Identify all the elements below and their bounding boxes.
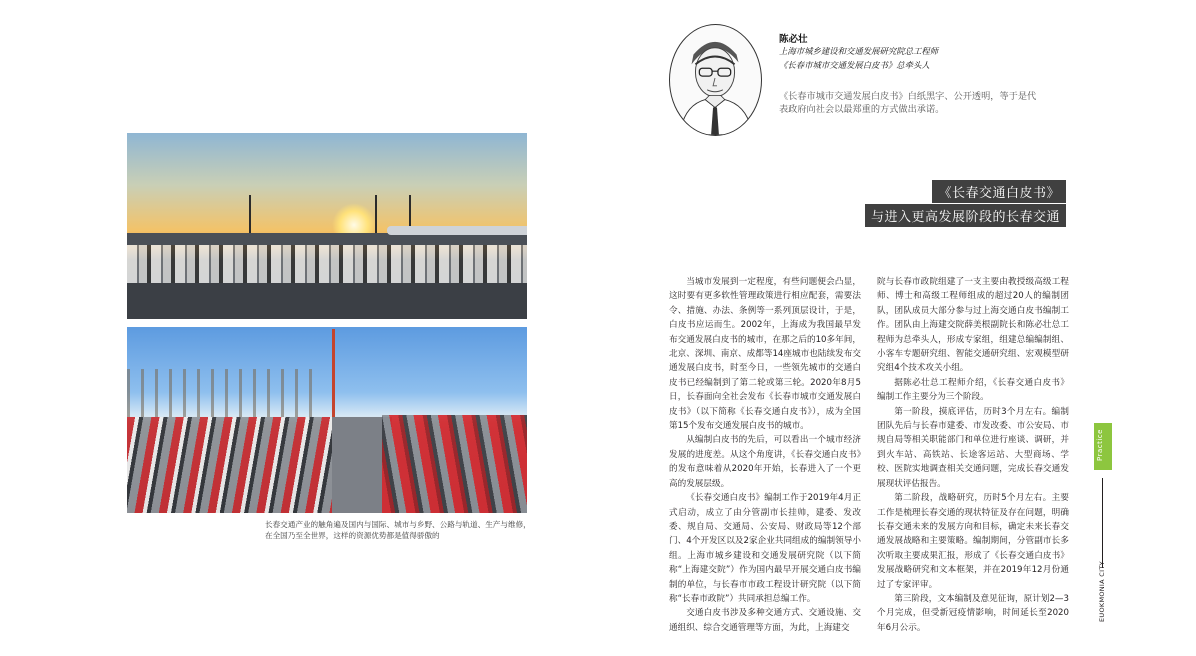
paragraph: 《长春交通白皮书》编制工作于2019年4月正式启动，成立了由分管副市长挂帅，建委、发改委、规自局、交通局、公安局、财政局等12个部门、4个开发区以及2家企业共同组成的编制领导小组。上海市城乡建设和交通发展研究院（以下简称“上海建交院”）作为国内最早开展交通白皮书编制的单位，与长春市市政工程设计研究院（以下简称“长春市政院”）共同承担总编工作。: [669, 493, 861, 604]
paragraph: 院与长春市政院组建了一支主要由教授级高级工程师、博士和高级工程师组成的超过20人的编制团队，团队成员大部分参与过上海交通白皮书编制工作。团队由上海建交院薛美根副院长和陈必壮总工程师为总牵头人，形成专家组，组建总编编制组、小客车专题研究组、智能交通研究组、宏观模型研究组4个技术攻关小组。: [877, 277, 1069, 374]
author-title: 上海市城乡建设和交通发展研究院总工程师: [779, 46, 939, 56]
lot-pavement: [127, 283, 527, 319]
paragraph: 从编制白皮书的先后，可以看出一个城市经济发展的进度差。从这个角度讲，《长春交通白皮书》的发布意味着从2020年开始，长春进入了一个更高的发展层级。: [669, 435, 861, 489]
crane-tower: [332, 329, 335, 421]
author-role: 《长春市城市交通发展白皮书》总牵头人: [779, 60, 930, 70]
high-speed-train: [387, 226, 527, 235]
portrait-sketch-icon: [670, 25, 761, 135]
body-column-1: [669, 275, 861, 635]
bare-trees: [127, 369, 317, 417]
magazine-mark: EUOKMONIA CITY: [1098, 561, 1106, 622]
truck-yard-photo: [127, 327, 527, 513]
paragraph: 第三阶段，文本编制及意见征询，原计划2—3个月完成，但受新冠疫情影响，时间延长至2020年6月公示。: [877, 593, 1069, 633]
paragraph: 第二阶段，战略研究，历时5个月左右。主要工作是梳理长春交通的现状特征及存在问题，明确长春交通未来的发展方向和目标，确定未来长春交通发展战略和主要策略。编制期间，分管副市长多次听取主要成果汇报，形成了《长春交通白皮书》发展战略研究和文本框架，并在2019年12月份通过了专家评审。: [877, 493, 1069, 590]
body-column-2: [877, 275, 1069, 635]
trucks-right: [382, 415, 527, 513]
side-divider: [1102, 478, 1103, 568]
section-tab-label: Practice: [1096, 429, 1104, 461]
paragraph: 据陈必壮总工程师介绍，《长春交通白皮书》编制工作主要分为三个阶段。: [877, 377, 1069, 403]
author-name: 陈必壮: [779, 34, 808, 45]
trucks-left: [127, 417, 337, 513]
paragraph: 交通白皮书涉及多种交通方式、交通设施、交通组织、综合交通管理等方面，为此，上海建交: [669, 608, 861, 633]
paragraph: 第一阶段，摸底评估，历时3个月左右。编制团队先后与长春市建委、市发改委、市公安局、市规自局等相关职能部门和单位进行座谈、调研，并到火车站、高铁站、长途客运站、大型商场、学校、医院实地调查相关交通问题，完成长春交通发展现状评估报告。: [877, 406, 1069, 489]
sunset-car-lot-photo: [127, 133, 527, 319]
section-tab: [1094, 423, 1112, 470]
headline-line-1: 《长春交通白皮书》: [932, 180, 1066, 203]
pull-quote: 《长春市城市交通发展白皮书》白纸黑字、公开透明，等于是代表政府向社会以最郑重的方式做出承诺。: [779, 91, 1037, 115]
headline-line-2: 与进入更高发展阶段的长春交通: [865, 204, 1066, 227]
paragraph: 当城市发展到一定程度，有些问题便会凸显，这时要有更多软性管理政策进行相应配套，需要法令、措施、办法、条例等一系列顶层设计，于是，白皮书应运而生。2002年，上海成为我国最早发布交通发展白皮书的城市，在那之后的10多年间，北京、深圳、南京、成都等14座城市也陆续发布交通发展白皮书，时至今日，一些领先城市的交通白皮书已经编制到了第二轮或第三轮。2020年8月5日，长春面向全社会发布《长春市城市交通发展白皮书》（以下简称《长春交通白皮书》），成为全国第15个发布交通发展白皮书的城市。: [669, 277, 861, 432]
photo-caption: 长春交通产业的触角遍及国内与国际、城市与乡野、公路与轨道、生产与维修，在全国乃至全世界，这样的资源优势都是值得骄傲的: [265, 520, 531, 540]
author-portrait: [669, 24, 762, 136]
